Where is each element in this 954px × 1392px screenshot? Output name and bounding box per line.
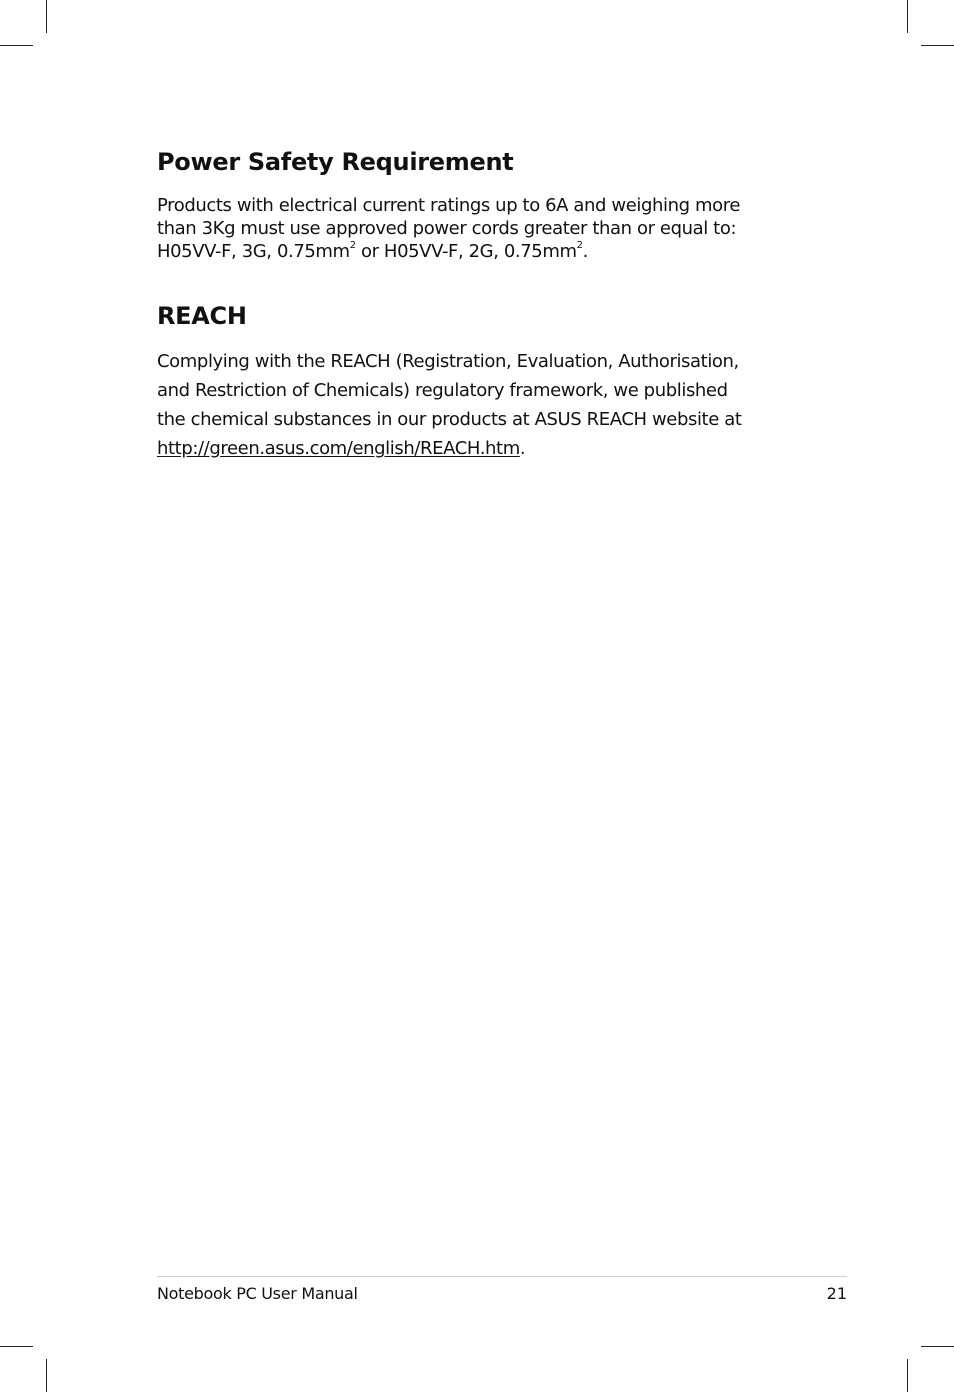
section-heading-power-safety: Power Safety Requirement — [157, 148, 514, 176]
footer-page-number: 21 — [826, 1284, 847, 1303]
reach-line-1: Complying with the REACH (Registration, Evaluation, Authorisation, — [157, 351, 739, 372]
power-cord-spec-part-1: H05VV-F, 3G, 0.75mm — [157, 241, 350, 262]
power-cord-spec-part-2: or H05VV-F, 2G, 0.75mm — [355, 241, 577, 262]
reach-line-2: and Restriction of Chemicals) regulatory framework, we published — [157, 380, 728, 401]
power-safety-paragraph — [157, 194, 817, 263]
power-safety-line-1: Products with electrical current ratings up to 6A and weighing more — [157, 195, 741, 216]
power-cord-spec-end: . — [582, 241, 588, 262]
crop-mark-bottom-right-horizontal — [921, 1346, 954, 1347]
reach-link-end: . — [519, 438, 526, 459]
crop-mark-top-right-vertical — [907, 0, 908, 33]
crop-mark-top-left-horizontal — [0, 45, 33, 46]
power-safety-line-2: than 3Kg must use approved power cords greater than or equal to: — [157, 218, 737, 239]
crop-mark-bottom-left-horizontal — [0, 1346, 33, 1347]
section-heading-reach: REACH — [157, 302, 247, 330]
footer-manual-title: Notebook PC User Manual — [157, 1284, 358, 1303]
superscript-squared-2: 2 — [576, 240, 583, 251]
reach-paragraph — [157, 347, 817, 463]
footer-divider — [157, 1276, 847, 1277]
crop-mark-top-left-vertical — [46, 0, 47, 33]
crop-mark-bottom-right-vertical — [907, 1359, 908, 1392]
reach-line-3: the chemical substances in our products at ASUS REACH website at — [157, 409, 742, 430]
superscript-squared-1: 2 — [349, 240, 356, 251]
crop-mark-bottom-left-vertical — [46, 1359, 47, 1392]
reach-website-link[interactable]: http://green.asus.com/english/REACH.htm — [157, 438, 520, 459]
page-content — [157, 146, 817, 463]
crop-mark-top-right-horizontal — [921, 45, 954, 46]
